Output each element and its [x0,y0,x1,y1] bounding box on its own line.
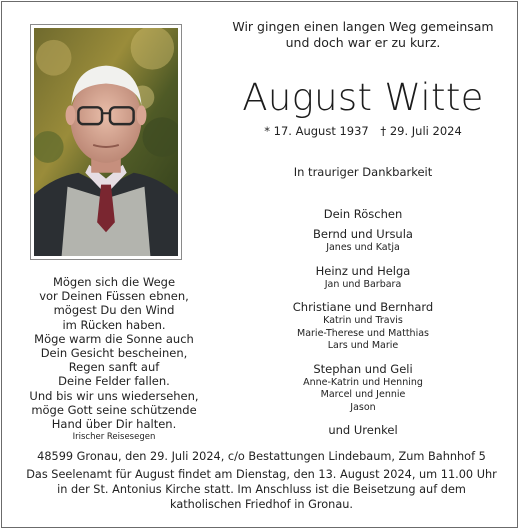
family-closing: und Urenkel [328,423,398,437]
footer-notice [12,449,511,512]
family-member: Stephan und Geli [313,361,413,376]
family-sub: Marie-Therese und Matthias [297,327,429,339]
gratitude-line: In trauriger Dankbarkeit [293,165,433,179]
poem-line: Mögen sich die Wege [52,275,176,289]
family-member: Dein Röschen [323,207,403,221]
poem-line: Und bis wir uns wiedersehen, [29,388,199,403]
family-sub: Lars und Marie [327,340,399,351]
poem [6,275,222,443]
poem-line: Hand über Dir halten. [51,417,177,432]
service-line: Das Seelenamt für August findet am Dienstag, den 13. August 2024, um 11.00 Uhr [26,468,497,481]
family-list [210,207,516,438]
family-member: Heinz und Helga [315,263,411,278]
poem-source: Irischer Reisesegen [72,432,156,443]
life-dates [210,124,516,138]
family-sub: Janes und Katja [326,242,400,253]
verse-top [210,19,516,51]
poem-line: vor Deinen Füssen ebnen, [39,289,189,304]
deceased-name: August Witte [242,76,484,119]
birth-date: * 17. August 1937 [264,124,369,138]
service-line: katholischen Friedhof in Gronau. [169,498,353,511]
verse-line: Wir gingen einen langen Weg gemeinsam [232,19,494,34]
poem-line: möge Gott seine schützende [31,402,197,417]
family-sub: Jan und Barbara [324,278,402,290]
family-sub: Anne-Katrin und Henning [303,376,423,388]
address-line: 48599 Gronau, den 29. Juli 2024, c/o Bestattungen Lindebaum, Zum Bahnhof 5 [37,450,486,463]
portrait-image [34,28,178,256]
family-member: Christiane und Bernhard [292,300,434,314]
family-sub: Jason [350,401,376,413]
poem-line: Deine Felder fallen. [58,374,170,389]
poem-line: Dein Gesicht bescheinen, [40,346,188,361]
poem-line: Regen sanft auf [68,360,160,375]
family-sub: Katrin und Travis [323,315,403,326]
verse-line: und doch war er zu kurz. [285,35,441,50]
poem-line: mögest Du den Wind [53,303,175,318]
death-date: † 29. Juli 2024 [380,124,462,138]
poem-line: im Rücken haben. [62,317,166,332]
family-sub: Marcel und Jennie [320,389,406,400]
service-line: in der St. Antonius Kirche statt. Im Anschluss ist die Beisetzung auf dem [57,483,466,496]
poem-line: Möge warm die Sonne auch [34,331,194,346]
portrait-photo [30,24,182,260]
obituary-card [1,1,518,528]
family-member: Bernd und Ursula [313,227,413,241]
